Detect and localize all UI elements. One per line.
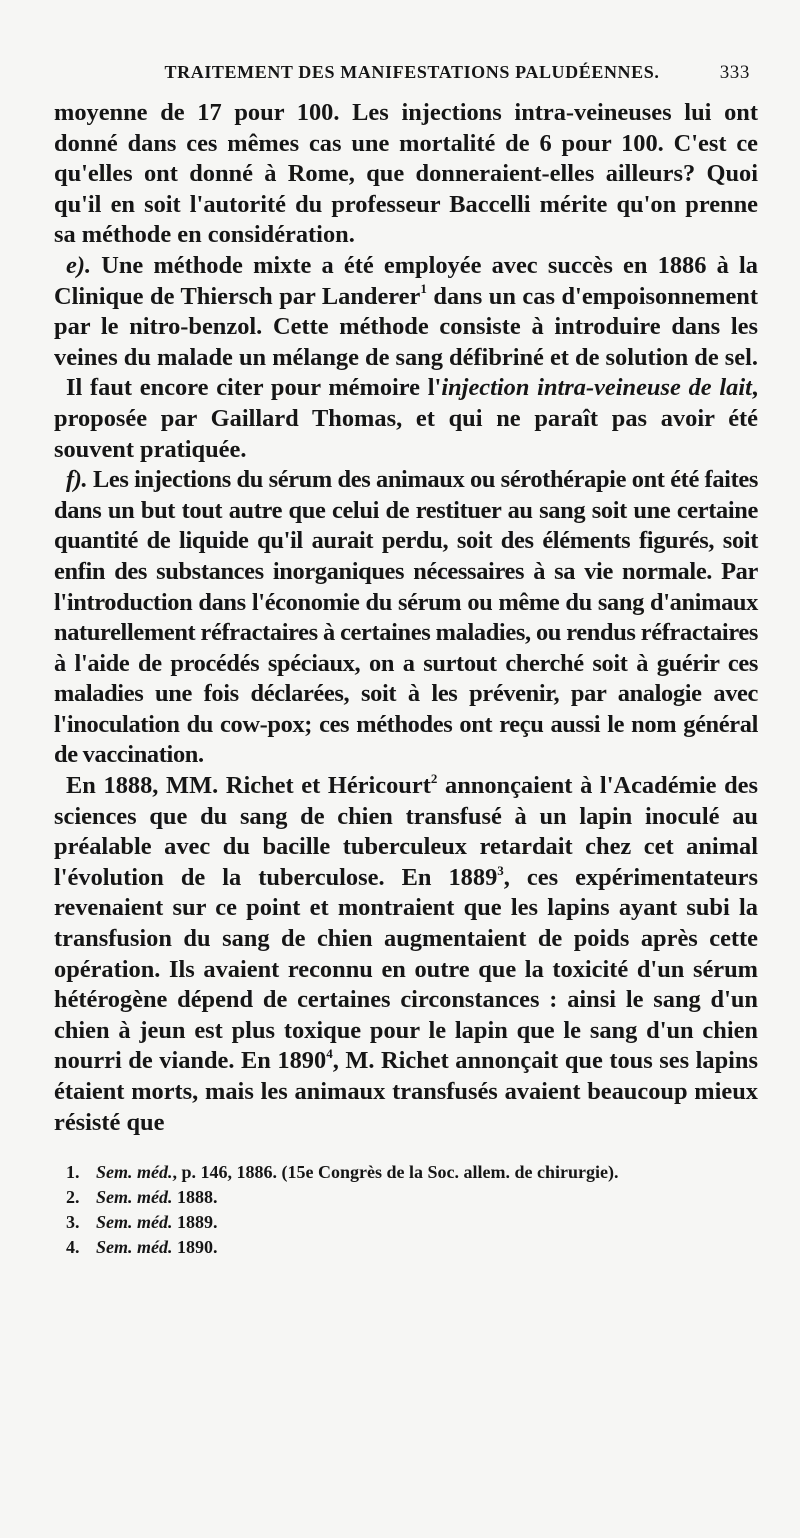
footnote-text: 1890. (172, 1237, 218, 1258)
footnote-2 (66, 1185, 758, 1210)
paragraph-5-text-b: annonçaient à l'Académie des sciences que du sang de chien transfusé à un lapin inoculé au préalable avec du bacille tuberculeux retardait chez cet animal l'évolution de la tuberculose. En 1889 (54, 772, 758, 891)
footnote-ref-2: 2 (430, 770, 438, 786)
footnote-number: 2. (66, 1187, 80, 1208)
footnote-source: Sem. méd. (96, 1162, 173, 1183)
paragraph-4-text: Les injections du sérum des animaux ou sérothérapie ont été faites dans un but tout autre que celui de restituer au sang soit une certaine quantité de liquide qu'il aurait perdu, soit des éléments figurés, soit enfin des substances inorganiques nécessaires à sa vie normale. Par l'introduction dans l'économie du sérum ou même du sang d'animaux naturellement réfractaires à certaines maladies, ou rendus réfractaires à l'aide de procédés spéciaux, on a surtout cherché soit à guérir ces maladies une fois déclarées, soit à les prévenir, par analogie avec l'inoculation du cow-pox; ces méthodes ont reçu aussi le nom général de vaccination. (54, 466, 758, 769)
footnote-source: Sem. méd. (96, 1212, 173, 1233)
body-text (54, 98, 758, 1138)
section-label-f: f). (66, 466, 88, 494)
footnote-1 (66, 1160, 758, 1185)
paragraph-1-text: moyenne de 17 pour 100. Les injections intra-veineuses lui ont donné dans ces mêmes cas une mortalité de 6 pour 100. C'est ce qu'elles ont donné à Rome, que donneraient-elles ailleurs? Quoi qu'il en soit l'autorité du professeur Baccelli mérite qu'on prenne sa méthode en considération. (54, 99, 758, 249)
paragraph-2-text-b: dans un cas d'empoisonnement par le nitro-benzol. Cette méthode consiste à introduire dans les veines du malade un mélange de sang défibriné et de solution de sel. (54, 282, 758, 371)
running-title: TRAITEMENT DES MANIFESTATIONS PALUDÉENNES. (164, 62, 660, 82)
paragraph-3-text-b: , proposée par Gaillard Thomas, et qui ne paraît pas avoir été souvent pratiquée. (54, 374, 758, 463)
footnote-number: 3. (66, 1212, 80, 1233)
paragraph-3 (54, 373, 758, 465)
footnote-ref-1: 1 (420, 281, 427, 297)
footnote-text: 1888. (172, 1187, 218, 1208)
page-number: 333 (719, 62, 750, 83)
italic-term: injection intra-veineuse de lait (441, 374, 752, 402)
paragraph-5-text-a: En 1888, MM. Richet et Héricourt (66, 772, 431, 800)
footnote-source: Sem. méd. (96, 1187, 173, 1208)
footnote-ref-3: 3 (497, 862, 504, 878)
paragraph-5 (54, 771, 758, 1138)
paragraph-5-text-c: , ces expérimentateurs revenaient sur ce point et montraient que les lapins ayant subi la transfusion du sang de chien augmentaient de poids après cette opération. Ils avaient reconnu en outre que la toxicité d'un sérum hétérogène dépend de certaines circonstances : ainsi le sang d'un chien à jeun est plus toxique pour le lapin que le sang d'un chien nourri de viande. En 1890 (54, 863, 758, 1075)
paragraph-2-text-a: Une méthode mixte a été employée avec succès en 1886 à la Clinique de Thiersch par Landerer (54, 251, 758, 310)
footnote-4 (66, 1235, 758, 1260)
book-page (0, 62, 800, 1538)
footnote-text: , p. 146, 1886. (15e Congrès de la Soc. allem. de chirurgie). (172, 1162, 619, 1183)
running-head (54, 62, 758, 92)
paragraph-1 (54, 98, 758, 251)
footnote-3 (66, 1210, 758, 1235)
footnote-number: 1. (66, 1162, 80, 1183)
paragraph-2 (54, 251, 758, 373)
section-label-e: e). (66, 251, 92, 279)
paragraph-3-text-a: Il faut encore citer pour mémoire l' (66, 374, 442, 402)
footnote-number: 4. (66, 1237, 80, 1258)
footnote-source: Sem. méd. (96, 1237, 173, 1258)
paragraph-4 (54, 465, 758, 771)
footnotes (54, 1160, 758, 1260)
footnote-ref-4: 4 (326, 1046, 333, 1062)
paragraph-5-text-d: , M. Richet annonçait que tous ses lapins étaient morts, mais les animaux transfusés avaient beaucoup mieux résisté que (54, 1047, 758, 1136)
footnote-text: 1889. (172, 1212, 218, 1233)
